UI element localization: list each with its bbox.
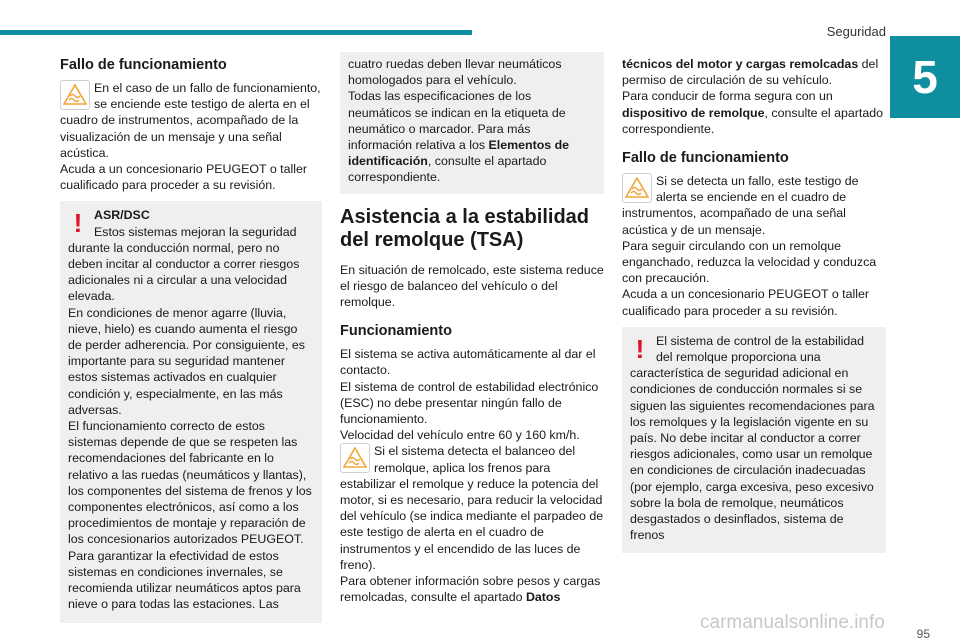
- tsa-heading: Asistencia a la estabilidad del remolque (TSA): [340, 205, 589, 251]
- operation-paragraph-1: El sistema se activa automáticamente al dar el contacto.: [340, 347, 596, 378]
- tsa-intro: En situación de remolcado, este sistema reduce el riesgo de balanceo del vehículo o del remolque.: [340, 262, 604, 310]
- column-2: [340, 56, 604, 605]
- warning-paragraph-1: Estos sistemas mejoran la seguridad durante la conducción normal, pero no deben incitar al conductor a correr riesgos adicionales ni a circular a una velocidad elevada.: [68, 224, 300, 304]
- warning-paragraph-2: En condiciones de menor agarre (lluvia, nieve, hielo) es cuando aumenta el riesgo de perder adherencia. Por consiguiente, es importante para su seguridad mantener estos sistemas activados en cualquier condición y, especialmente, en las más adversas.: [68, 305, 305, 417]
- chapter-tab: [890, 36, 960, 118]
- stability-warning-icon: [622, 173, 652, 203]
- tsa-icon-paragraph: [340, 443, 604, 573]
- page-number: 95: [916, 627, 930, 641]
- malfunction-text: En el caso de un fallo de funcionamiento, se enciende este testigo de alerta en el cuadro de instrumentos, acompañado de la visualización de un mensaje y una señal acústica.: [60, 81, 321, 160]
- col3-paragraph-4: Acuda a un concesionario PEUGEOT o taller cualificado para proceder a su revisión.: [622, 287, 870, 318]
- col3-paragraph-1: técnicos del motor y cargas remolcadas del permiso de circulación de su vehículo.: [622, 57, 879, 88]
- stability-warning-icon: [60, 80, 90, 110]
- section-title: Seguridad: [826, 24, 886, 39]
- exclamation-warning-icon: !: [635, 333, 645, 364]
- asr-dsc-warning-box: [60, 201, 322, 622]
- box-paragraph-2: Todas las especificaciones de los neumáticos se indican en la etiqueta de neumático o marcador. Para más información relativa a los Elementos de identificación, consulte el apartado correspondiente.: [348, 89, 570, 185]
- operation-paragraph-2: El sistema de control de estabilidad electrónico (ESC) no debe presentar ningún fallo de funcionamiento.: [340, 379, 599, 427]
- malfunction-icon-paragraph: [60, 80, 322, 161]
- operation-paragraph-3: Velocidad del vehículo entre 60 y 160 km/h.: [340, 428, 580, 443]
- column-1: [60, 56, 322, 623]
- malfunction-heading: Fallo de funcionamiento: [60, 57, 227, 73]
- continued-warning-box: [340, 52, 604, 194]
- operation-paragraph-4: Para obtener información sobre pesos y cargas remolcadas, consulte el apartado Datos: [340, 574, 601, 605]
- header-accent-bar: [0, 30, 472, 35]
- warning-paragraph-3: El funcionamiento correcto de estos sistemas depende de que se respeten las recomendaciones del fabricante en lo relativo a las ruedas (neumáticos y llantas), los componentes del sistema de frenos y los componentes electrónicos, así como a los procedimientos de montaje y reparación de los concesionarios autorizados PEUGEOT.: [68, 419, 312, 547]
- warning-paragraph-4: Para garantizar la efectividad de estos sistemas en condiciones invernales, se recomienda utilizar neumáticos aptos para nieve o para todas las estaciones. Las: [68, 548, 301, 612]
- tsa-malfunction-icon-paragraph: [622, 173, 886, 238]
- tsa-warning-text: El sistema de control de la estabilidad del remolque proporciona una característica de seguridad adicional en condiciones de conducción normales si se siguen las siguientes recomendaciones para los remolques y la legislación vigente en su país. No debe incitar al conductor a correr riesgos adicionales, como usar un remolque en condiciones de circulación inadecuadas (por ejemplo, carga excesiva, peso excesivo sobre la bola de remolque, neumáticos desgastados o desinflados, sistema de frenos: [630, 333, 875, 543]
- exclamation-warning-icon: !: [73, 208, 83, 239]
- tsa-malfunction-heading: Fallo de funcionamiento: [622, 150, 789, 167]
- tsa-malfunction-text: Si se detecta un fallo, este testigo de alerta se enciende en el cuadro de instrumentos, acompañado de una señal acústica y de un mensaje.: [622, 174, 859, 237]
- tsa-icon-text: Si el sistema detecta el balanceo del remolque, aplica los frenos para estabilizar el remolque y reduce la potencia del motor, si es necesario, para reducir la velocidad del vehículo (se indica mediante el parpadeo de este testigo de alerta en el cuadro de instrumentos y el encendido de las luces de freno).: [340, 444, 604, 572]
- col3-paragraph-3: Para seguir circulando con un remolque enganchado, reduzca la velocidad y conduzca con precaución.: [622, 238, 877, 286]
- box-paragraph-1: cuatro ruedas deben llevar neumáticos homologados para el vehículo.: [348, 57, 562, 88]
- watermark: carmanualsonline.info: [700, 612, 885, 633]
- stability-warning-icon: [340, 443, 370, 473]
- tsa-warning-box: [622, 327, 886, 554]
- chapter-number: 5: [912, 51, 938, 103]
- operation-heading: Funcionamiento: [340, 323, 452, 340]
- warning-title: ASR/DSC: [94, 208, 150, 223]
- col3-paragraph-2: Para conducir de forma segura con un dispositivo de remolque, consulte el apartado correspondiente.: [622, 89, 884, 136]
- column-3: [622, 56, 886, 553]
- malfunction-advice: Acuda a un concesionario PEUGEOT o taller cualificado para proceder a su revisión.: [60, 162, 308, 193]
